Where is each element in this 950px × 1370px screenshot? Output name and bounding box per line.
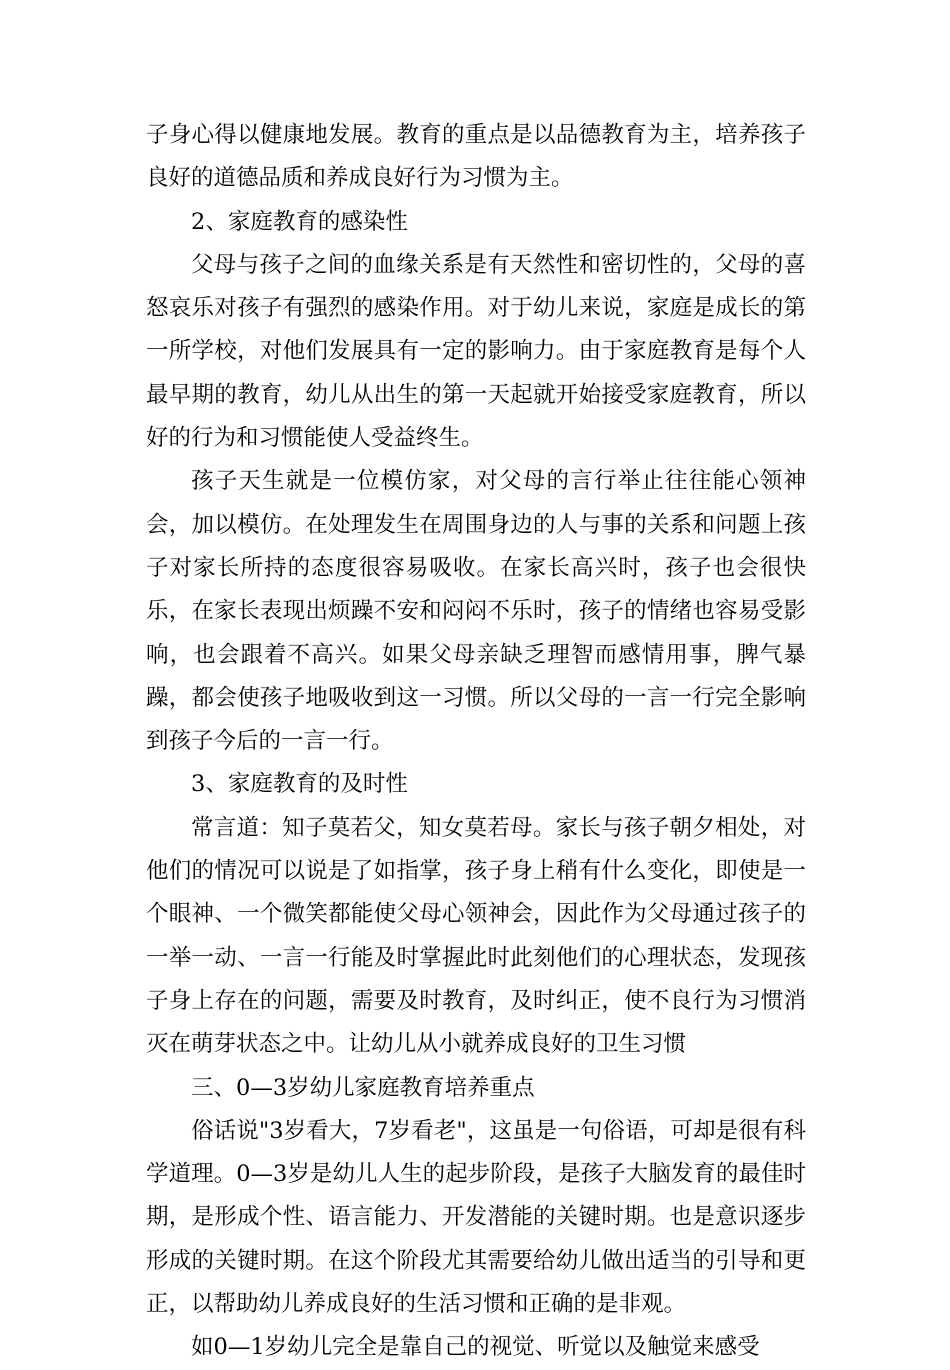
paragraph-blood-relationship: 父母与孩子之间的血缘关系是有天然性和密切性的，父母的喜怒哀乐对孩子有强烈的感染作用。对于幼儿来说，家庭是成长的第一所学校，对他们发展具有一定的影响力。由于家庭教育是每个人最早期的教育，幼儿从出生的第一天起就开始接受家庭教育，所以好的行为和习惯能使人受益终生。 [146,251,806,452]
document-body [146,114,806,1370]
paragraph-proverb-parents: 常言道：知子莫若父，知女莫若母。家长与孩子朝夕相处，对他们的情况可以说是了如指掌，孩子身上稍有什么变化，即使是一个眼神、一个微笑都能使父母心领神会，因此作为父母通过孩子的一举一动、一言一行能及时掌握此时此刻他们的心理状态，发现孩子身上存在的问题，需要及时教育，及时纠正，使不良行为习惯消灭在萌芽状态之中。让幼儿从小就养成良好的卫生习惯 [146,814,806,1058]
section-heading-timeliness: 3、家庭教育的及时性 [191,771,408,798]
paragraph-continuation: 子身心得以健康地发展。教育的重点是以品德教育为主，培养孩子良好的道德品质和养成良好行为习惯为主。 [146,122,806,192]
paragraph-early-years: 俗话说"3岁看大，7岁看老"，这虽是一句俗语，可却是很有科学道理。0—3岁是幼儿人生的起步阶段，是孩子大脑发育的最佳时期，是形成个性、语言能力、开发潜能的关键时期。也是意识逐步形成的关键时期。在这个阶段尤其需要给幼儿做出适当的引导和更正，以帮助幼儿养成良好的生活习惯和正确的是非观。 [146,1117,806,1318]
section-heading-infectiousness: 2、家庭教育的感染性 [191,208,408,235]
section-heading-key-points: 三、0—3岁幼儿家庭教育培养重点 [191,1074,535,1101]
paragraph-infant-senses: 如0—1岁幼儿完全是靠自己的视觉、听觉以及触觉来感受 [191,1334,760,1361]
paragraph-imitation: 孩子天生就是一位模仿家，对父母的言行举止往往能心领神会，加以模仿。在处理发生在周围身边的人与事的关系和问题上孩子对家长所持的态度很容易吸收。在家长高兴时，孩子也会很快乐，在家长表现出烦躁不安和闷闷不乐时，孩子的情绪也容易受影响，也会跟着不高兴。如果父母亲缺乏理智而感情用事，脾气暴躁，都会使孩子地吸收到这一习惯。所以父母的一言一行完全影响到孩子今后的一言一行。 [146,468,806,755]
